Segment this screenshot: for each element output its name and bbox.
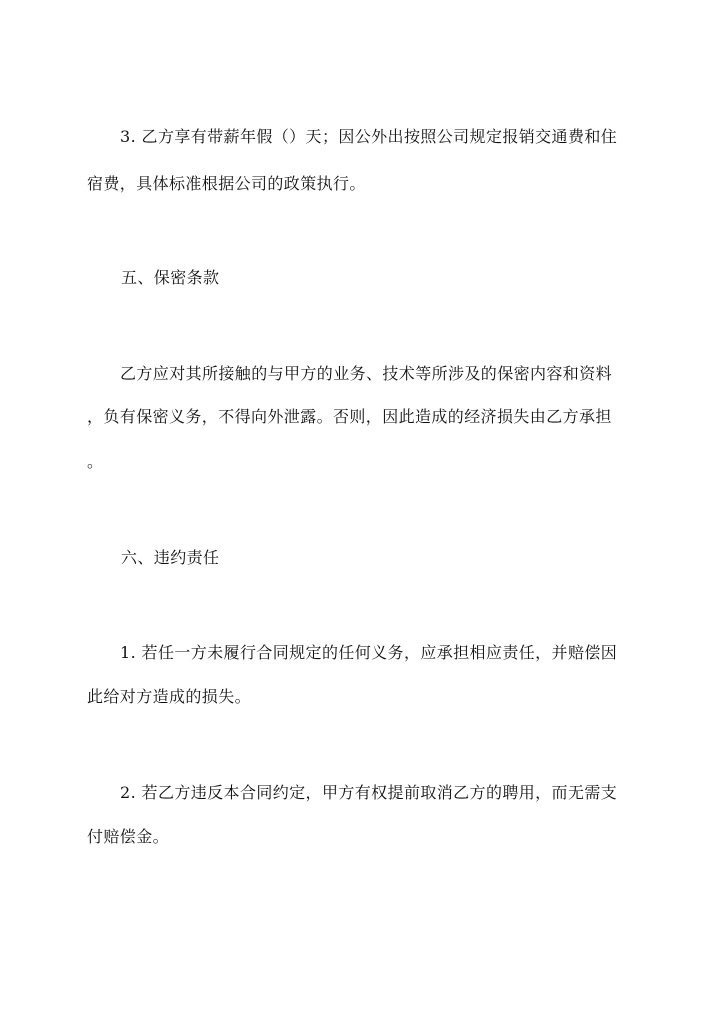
section-5-line-2: ，负有保密义务，不得向外泄露。否则，因此造成的经济损失由乙方承担 (87, 407, 612, 426)
section-5-line-1: 乙方应对其所接触的与甲方的业务、技术等所涉及的保密内容和资料 (120, 364, 613, 383)
section-5-line-3: 。 (87, 452, 104, 471)
section-5-heading: 五、保密条款 (121, 268, 220, 287)
section-6-heading: 六、违约责任 (121, 548, 220, 567)
section-6-item-1-line-1: 1. 若任一方未履行合同规定的任何义务，应承担相应责任，并赔偿因 (120, 643, 618, 662)
clause-3-line-2: 宿费，具体标准根据公司的政策执行。 (87, 174, 366, 193)
section-6-item-2-line-2: 付赔偿金。 (87, 827, 170, 846)
section-6-item-1-line-2: 此给对方造成的损失。 (87, 687, 252, 706)
clause-3-line-1: 3. 乙方享有带薪年假（）天；因公外出按照公司规定报销交通费和住 (120, 127, 618, 146)
section-6-item-2-line-1: 2. 若乙方违反本合同约定，甲方有权提前取消乙方的聘用，而无需支 (120, 783, 618, 802)
